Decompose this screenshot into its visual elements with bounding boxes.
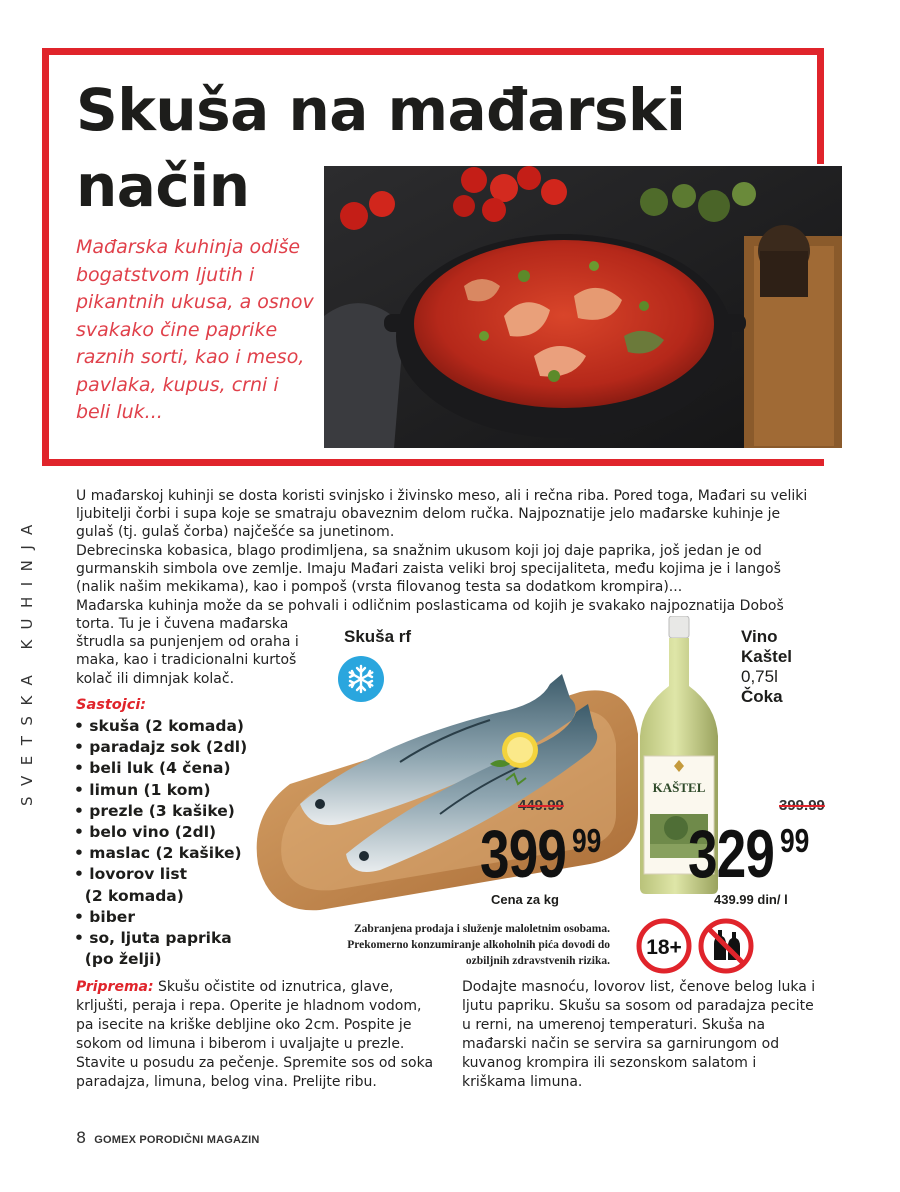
wine-old-price: 399.99 xyxy=(779,797,825,814)
fish-price-unit: Cena za kg xyxy=(491,892,559,907)
fish-old-price: 449.99 xyxy=(518,797,564,814)
wine-price-decimal: 99 xyxy=(780,822,810,859)
preparation-text-left xyxy=(76,978,438,1092)
ingredients-title: Sastojci: xyxy=(76,697,147,713)
fish-price-integer: 399 xyxy=(480,816,567,892)
ingredient-item: • so, ljuta paprika xyxy=(74,929,232,948)
article-paragraph-1: U mađarskoj kuhinji se dosta koristi svinjsko i živinsko meso, ali i rečna riba. Pored toga, Mađari su veliki ljubitelji čorbi i supa koje se smatraju obaveznim delom ručka. Najpoznatije jelo mađarske kuhinje je gulaš (tj. gulaš čorba) najčešće sa junetinom. xyxy=(76,488,808,541)
wine-producer: Čoka xyxy=(741,687,783,706)
frame-left-border xyxy=(42,48,49,466)
frame-bottom-border xyxy=(42,459,824,466)
hero-dish-photo xyxy=(324,166,842,448)
alcohol-warning-text: Zabranjena prodaja i služenje maloletnim osobama. Prekomerno konzumiranje alkoholnih pića dovodi do ozbiljnih zdravstvenih rizika. xyxy=(347,923,610,967)
no-alcohol-icon xyxy=(698,918,754,974)
preparation-label: Priprema: xyxy=(76,979,154,995)
page-number: 8 xyxy=(76,1128,87,1147)
frame-right-border xyxy=(817,48,824,164)
page-footer xyxy=(76,1128,260,1147)
ingredient-item: • skuša (2 komada) xyxy=(74,717,245,735)
article-lede: Mađarska kuhinja odiše bogatstvom ljutih i pikantnih ukusa, a osnov svakako čine paprike raznih sorti, kao i meso, pavlaka, kupus, crni i beli luk... xyxy=(76,236,314,423)
age-restriction-icon xyxy=(636,918,692,974)
ingredient-item: • belo vino (2dl) xyxy=(74,823,217,842)
ingredient-item: (2 komada) xyxy=(74,886,184,905)
wine-volume: 0,75l xyxy=(741,667,778,686)
wine-label-brand: KAŠTEL xyxy=(652,780,706,795)
ingredient-item: • maslac (2 kašike) xyxy=(74,844,242,863)
wine-price-per-litre: 439.99 din/ l xyxy=(714,892,788,907)
section-label-vertical: SVETSKA KUHINJA xyxy=(18,514,36,806)
fish-price xyxy=(480,816,602,892)
article-paragraph-3b: torta. Tu je i čuvena mađarska štrudla sa punjenjem od oraha i maka, kao i tradicionalni kurtoš kolač ili dimnjak kolač. xyxy=(76,616,299,687)
ingredient-item: (po želji) xyxy=(74,950,162,969)
article-paragraph-3a: Mađarska kuhinja može da se pohvali i odličnim poslasticama od kojih je svakako najpoznatija Doboš xyxy=(76,598,784,614)
article-title: Skuša na mađarski način xyxy=(76,76,686,220)
article-paragraph-2: Debrecinska kobasica, blago prodimljena, sa snažnim ukusom koji joj daje paprika, još jedan je od gurmanskih simbola ove zemlje. Imaju Mađari zaista veliki broj specijaliteta, među kojima je i langoš (nalik našim mekikama), kao i pompoš (vrsta filovanog testa sa dodatkom krompira)... xyxy=(76,543,781,596)
preparation-text-right: Dodajte masnoću, lovorov list, čenove belog luka i ljutu papriku. Skušu sa sosom od paradajza pecite u rerni, na umerenoj temperaturi. Skuša na mađarski način se servira sa garnirungom od kuvanog krompira ili sezonskom salatom i kriškama limuna. xyxy=(462,979,816,1090)
magazine-name: GOMEX PORODIČNI MAGAZIN xyxy=(94,1134,260,1146)
age-restriction-label: 18+ xyxy=(646,936,682,959)
frame-top-border xyxy=(42,48,824,55)
fish-product-name: Skuša rf xyxy=(344,627,412,646)
fish-price-decimal: 99 xyxy=(572,822,602,859)
ingredient-item: • lovorov list xyxy=(74,865,188,884)
ingredient-item: • prezle (3 kašike) xyxy=(74,801,235,820)
ingredient-item: • limun (1 kom) xyxy=(74,780,211,799)
ingredient-item: • biber xyxy=(74,907,135,926)
wine-price-integer: 329 xyxy=(688,816,775,892)
preparation-body-left: Skušu očistite od iznutrica, glave, krljušti, peraja i repa. Operite je hladnom vodom, pa isecite na kriške debljine oko 2cm. Pospite je sokom od limuna i biberom i uvaljajte u prezle. Stavite u posudu za pečenje. Spremite sos od soka paradajza, limuna, belog vina. Prelijte ribu. xyxy=(76,979,434,1090)
ingredient-item: • beli luk (4 čena) xyxy=(74,759,231,778)
wine-product-name: Vino Kaštel xyxy=(741,627,793,666)
wine-price xyxy=(688,816,810,892)
ingredient-item: • paradajz sok (2dl) xyxy=(74,738,248,757)
